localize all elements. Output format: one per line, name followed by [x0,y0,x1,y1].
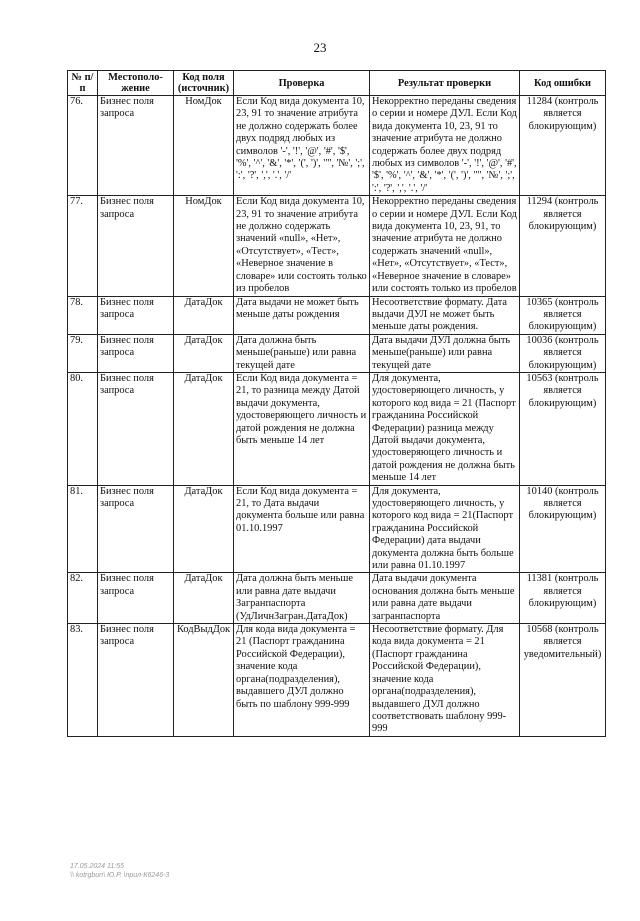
row-check: Если Код вида документа 10, 23, 91 то значение атрибута не должно содержать значений «null», «Нет», «Отсутствует», «Тест», «Неверное значение в словаре» или состоять только из пробелов [234,196,370,296]
row-code: 11294 (контроль является блокирующим) [520,196,606,296]
row-source: ДатаДок [174,296,234,334]
row-source: ДатаДок [174,573,234,624]
table-row [68,334,606,372]
row-place: Бизнес поля запроса [98,485,174,573]
row-num: 78. [68,296,98,334]
header-result: Результат проверки [370,71,520,96]
row-source: ДатаДок [174,334,234,372]
footer-stamp [70,862,169,880]
row-result: Для документа, удостоверяющего личность, у которого код вида = 21(Паспорт гражданина Российской Федерации) дата выдачи документа должна быть больше или равна 01.10.1997 [370,485,520,573]
header-source: Код поля (источник) [174,71,234,96]
table-row [68,196,606,296]
row-num: 76. [68,96,98,196]
table-row [68,372,606,485]
table-row [68,96,606,196]
row-source: ДатаДок [174,372,234,485]
row-code: 10563 (контроль является блокирующим) [520,372,606,485]
row-num: 83. [68,624,98,737]
header-num: № п/п [68,71,98,96]
row-num: 82. [68,573,98,624]
header-check: Проверка [234,71,370,96]
row-code: 11284 (контроль является блокирующим) [520,96,606,196]
table-row [68,296,606,334]
row-source: КодВыдДок [174,624,234,737]
row-place: Бизнес поля запроса [98,372,174,485]
row-place: Бизнес поля запроса [98,96,174,196]
row-num: 80. [68,372,98,485]
row-check: Если Код вида документа = 21, то разница между Датой выдачи документа, удостоверяющего личность и датой рождения не должна быть меньше 14 лет [234,372,370,485]
row-place: Бизнес поля запроса [98,196,174,296]
table-row [68,624,606,737]
row-num: 81. [68,485,98,573]
row-code: 11381 (контроль является блокирующим) [520,573,606,624]
row-source: НомДок [174,96,234,196]
row-result: Некорректно переданы сведения о серии и номере ДУЛ. Если Код вида документа 10, 23, 91, то значение атрибута не должно содержать значений «null», «Нет», «Отсутствует», «Тест», «Неверное значение в словаре» или состоять только из пробелов [370,196,520,296]
page-number: 23 [313,40,327,55]
row-result: Дата выдачи ДУЛ должна быть меньше(раньше) или равна текущей дате [370,334,520,372]
validation-rules-table [67,70,606,737]
row-result: Дата выдачи документа основания должна быть меньше или равна дате выдачи загранпаспорта [370,573,520,624]
row-source: ДатаДок [174,485,234,573]
row-place: Бизнес поля запроса [98,624,174,737]
table-row [68,485,606,573]
table-header-row [68,71,606,96]
row-result: Некорректно переданы сведения о серии и номере ДУЛ. Если Код вида документа 10, 23, 91 то значение атрибута не должно содержать более двух подряд любых из символов '-', '!', '@', '#', '$', '%', '^', '&', '*', '(', ')', '"', '№', ';', ':', '?', ',', '.', '/' [370,96,520,196]
row-place: Бизнес поля запроса [98,334,174,372]
row-check: Для кода вида документа = 21 (Паспорт гражданина Российской Федерации), значение кода органа(подразделения), выдавшего ДУЛ должно быть по шаблону 999-999 [234,624,370,737]
header-place: Местополо-жение [98,71,174,96]
row-num: 79. [68,334,98,372]
row-check: Дата должна быть меньше(раньше) или равна текущей дате [234,334,370,372]
row-code: 10365 (контроль является блокирующим) [520,296,606,334]
row-code: 10140 (контроль является блокирующим) [520,485,606,573]
row-result: Для документа, удостоверяющего личность, у которого код вида = 21 (Паспорт гражданина Российской Федерации) разница между Датой выдачи документа, удостоверяющего личность и датой рождения не должна быть меньше 14 лет [370,372,520,485]
footer-line-2: \\ kotrgbun\ Ю.Р. \прил-К6246-3 [70,872,170,879]
row-check: Если Код вида документа 10, 23, 91 то значение атрибута не должно содержать более двух подряд любых из символов '-', '!', '@', '#', '$', '%', '^', '&', '*', '(', ')', '"', '№', ';', ':', '?', ',', '.', '/' [234,96,370,196]
row-check: Если Код вида документа = 21, то Дата выдачи документа больше или равна 01.10.1997 [234,485,370,573]
row-check: Дата должна быть меньше или равна дате выдачи Загранпаспорта (УдЛичнЗагран.ДатаДок) [234,573,370,624]
row-code: 10568 (контроль является уведомительный) [520,624,606,737]
row-check: Дата выдачи не может быть меньше даты рождения [234,296,370,334]
footer-line-1: 17.05.2024 11:55 [70,863,124,870]
row-place: Бизнес поля запроса [98,573,174,624]
row-result: Несоответствие формату. Дата выдачи ДУЛ не может быть меньше даты рождения. [370,296,520,334]
row-code: 10036 (контроль является блокирующим) [520,334,606,372]
table-row [68,573,606,624]
row-result: Несоответствие формату. Для кода вида документа = 21 (Паспорт гражданина Российской Федерации), значение кода органа(подразделения), выдавшего ДУЛ должно соответствовать шаблону 999-999 [370,624,520,737]
row-source: НомДок [174,196,234,296]
row-place: Бизнес поля запроса [98,296,174,334]
row-num: 77. [68,196,98,296]
header-code: Код ошибки [520,71,606,96]
